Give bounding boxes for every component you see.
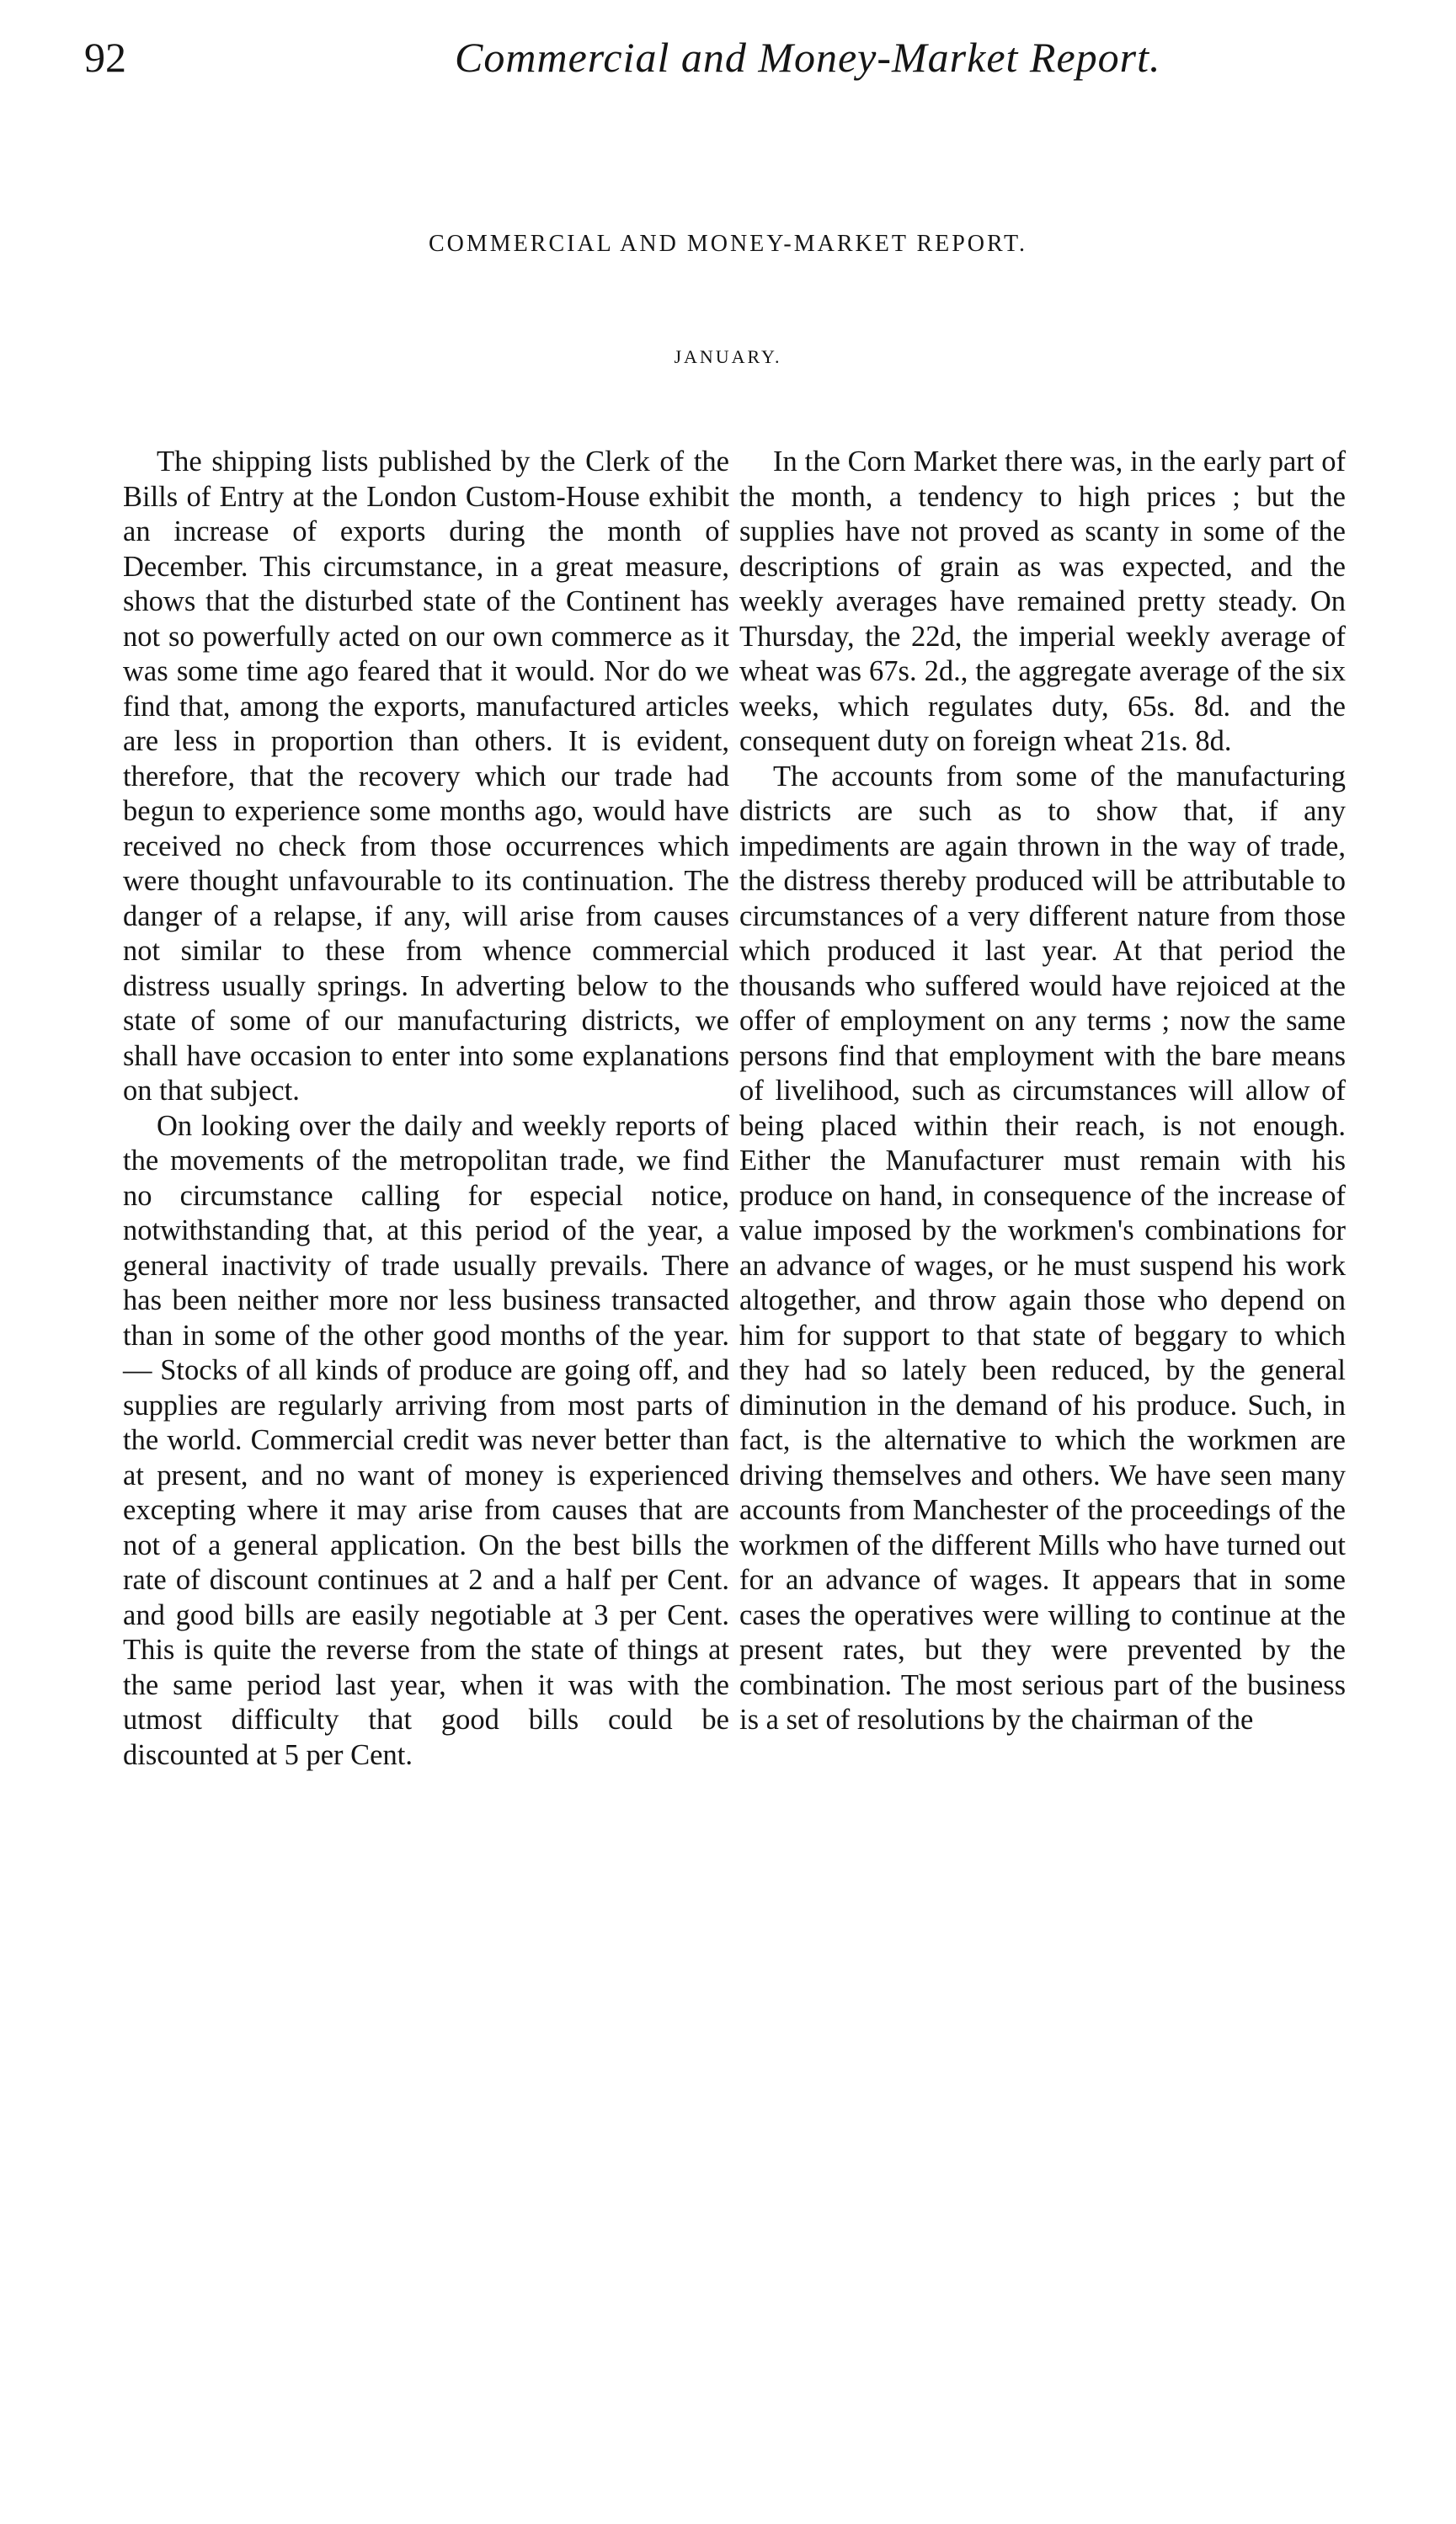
running-title: Commercial and Money-Market Report. bbox=[455, 34, 1161, 81]
section-heading: JANUARY. bbox=[674, 346, 782, 367]
running-head bbox=[84, 32, 1373, 91]
article-title: COMMERCIAL AND MONEY-MARKET REPORT. bbox=[428, 231, 1028, 257]
paragraph-metropolitan-trade: On looking over the daily and weekly reports of the movements of the metropolitan trade, we find no circumstance calling for especial notice, notwithstanding that, at this period of the year, a general inactivity of trade usually prevails. There has been neither more nor less business transacted than in some of the other good months of the year.— Stocks of all kinds of produce are going off, and supplies are regularly arriving from most parts of the world. Commercial credit was never better than at present, and no want of money is experienced excepting where it may arise from causes that are not of a general application. On the best bills the rate of discount continues at 2 and a half per Cent. and good bills are easily negotiable at 3 per Cent. This is quite the reverse from the state of things at the same period last year, when it was with the utmost difficulty that good bills could be discounted at 5 per Cent. bbox=[123, 1109, 729, 1771]
left-column bbox=[123, 445, 729, 1773]
paragraph-manufacturing-districts: The accounts from some of the manufacturing districts are such as to show that, if any impediments are again thrown in the way of trade, the distress thereby produced will be attributable to circumstances of a very different nature from those which produced it last year. At that period the thousands who suffered would have rejoiced at the offer of employment on any terms ; now the same persons find that employment with the bare means of livelihood, such as circumstances will allow of being placed within their reach, is not enough. Either the Manufacturer must remain with his produce on hand, in consequence of the increase of value imposed by the workmen's combinations for an advance of wages, or he must suspend his work altogether, and throw again those who depend on him for support to that state of beggary to which they had so lately been reduced, by the general diminution in the demand of his produce. Such, in fact, is the alternative to which the workmen are driving themselves and others. We have seen many accounts from Manchester of the proceedings of the workmen of the different Mills who have turned out for an advance of wages. It appears that in some cases the operatives were willing to continue at the present rates, but they were prevented by the combination. The most serious part of the business is a set of resolutions by the chairman of the bbox=[739, 760, 1346, 1736]
page-number: 92 bbox=[84, 34, 126, 81]
paragraph-exports: The shipping lists published by the Clerk of the Bills of Entry at the London Custom-House exhibit an increase of exports during the month of December. This circumstance, in a great measure, shows that the disturbed state of the Continent has not so powerfully acted on our own commerce as it was some time ago feared that it would. Nor do we find that, among the exports, manufactured articles are less in proportion than others. It is evident, therefore, that the recovery which our trade had begun to experience some months ago, would have received no check from those occurrences which were thought unfavourable to its continuation. The danger of a relapse, if any, will arise from causes not similar to these from whence commercial distress usually springs. In adverting below to the state of some of our manufacturing districts, we shall have occasion to enter into some explanations on that subject. bbox=[123, 446, 729, 1107]
paragraph-corn-market: In the Corn Market there was, in the early part of the month, a tendency to high prices ; but the supplies have not proved as scanty in some of the descriptions of grain as was expected, and the weekly averages have remained pretty steady. On Thursday, the 22d, the imperial weekly average of wheat was 67s. 2d., the aggregate average of the six weeks, which regulates duty, 65s. 8d. and the consequent duty on foreign wheat 21s. 8d. bbox=[739, 446, 1346, 757]
right-column bbox=[739, 445, 1346, 1738]
